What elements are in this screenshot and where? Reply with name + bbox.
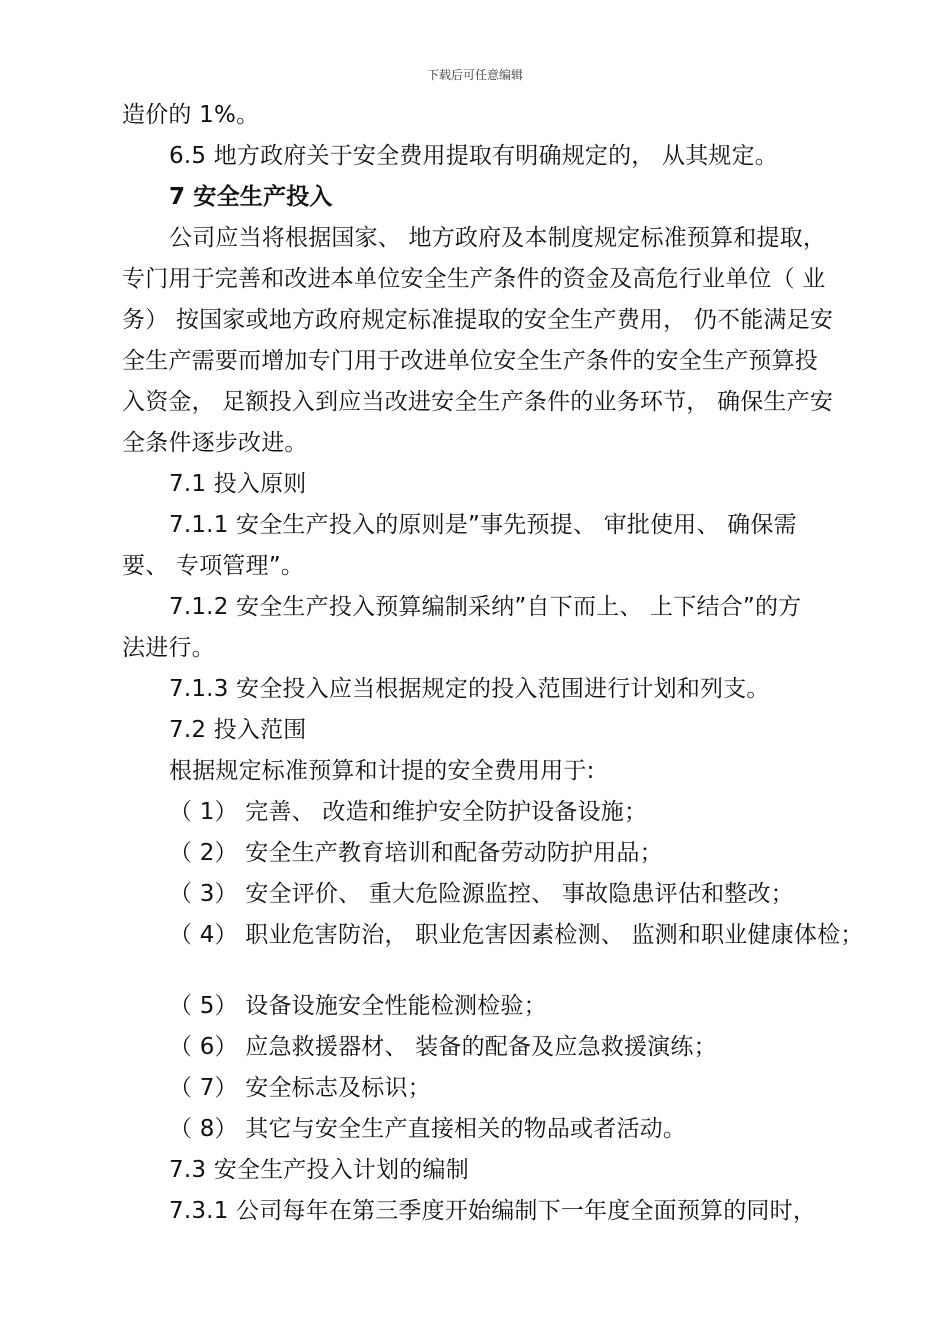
text-line: 6.5 地方政府关于安全费用提取有明确规定的， 从其规定。 <box>169 143 778 169</box>
text-line: 公司应当将根据国家、 地方政府及本制度规定标准预算和提取， <box>169 225 827 251</box>
text-line: （ 5） 设备设施安全性能检测检验； <box>169 993 547 1019</box>
text-line: 全生产需要而增加专门用于改进单位安全生产条件的安全生产预算投 <box>122 348 818 374</box>
text-line: 入资金， 足额投入到应当改进安全生产条件的业务环节， 确保生产安 <box>122 389 834 415</box>
text-line: 7.2 投入范围 <box>169 717 307 743</box>
text-line: 全条件逐步改进。 <box>122 430 308 456</box>
section-heading: 7 安全生产投入 <box>169 184 333 210</box>
text-line: 务） 按国家或地方政府规定标准提取的安全生产费用， 仍不能满足安 <box>122 307 834 333</box>
text-line: 7.3 安全生产投入计划的编制 <box>169 1157 469 1183</box>
text-line: 7.1.1 安全生产投入的原则是”事先预提、 审批使用、 确保需 <box>169 512 797 538</box>
text-line: （ 7） 安全标志及标识； <box>169 1075 431 1101</box>
document-body <box>122 95 864 1232</box>
text-line: 造价的 1%。 <box>122 102 260 128</box>
text-line: 7.1.2 安全生产投入预算编制采纳”自下而上、 上下结合”的方 <box>169 594 802 620</box>
text-line: 要、 专项管理”。 <box>122 553 305 579</box>
text-line: （ 6） 应急救援器材、 装备的配备及应急救援演练； <box>169 1034 717 1060</box>
page-header-note: 下载后可任意编辑 <box>426 68 523 82</box>
text-line: （ 2） 安全生产教育培训和配备劳动防护用品； <box>169 840 663 866</box>
text-line: （ 4） 职业危害防治， 职业危害因素检测、 监测和职业健康体检； <box>169 922 864 948</box>
text-line: （ 3） 安全评价、 重大危险源监控、 事故隐患评估和整改； <box>169 881 794 907</box>
text-line: 7.3.1 公司每年在第三季度开始编制下一年度全面预算的同时， <box>169 1198 817 1224</box>
text-line: 7.1 投入原则 <box>169 471 307 497</box>
text-line: （ 1） 完善、 改造和维护安全防护设备设施； <box>169 799 648 825</box>
text-line: 法进行。 <box>122 635 215 661</box>
paragraph-gap <box>122 956 834 986</box>
text-line: 7.1.3 安全投入应当根据规定的投入范围进行计划和列支。 <box>169 676 770 702</box>
text-line: 根据规定标准预算和计提的安全费用用于: <box>169 758 595 784</box>
text-line: 专门用于完善和改进本单位安全生产条件的资金及高危行业单位（ 业 <box>122 266 826 292</box>
text-line: （ 8） 其它与安全生产直接相关的物品或者活动。 <box>169 1116 687 1142</box>
